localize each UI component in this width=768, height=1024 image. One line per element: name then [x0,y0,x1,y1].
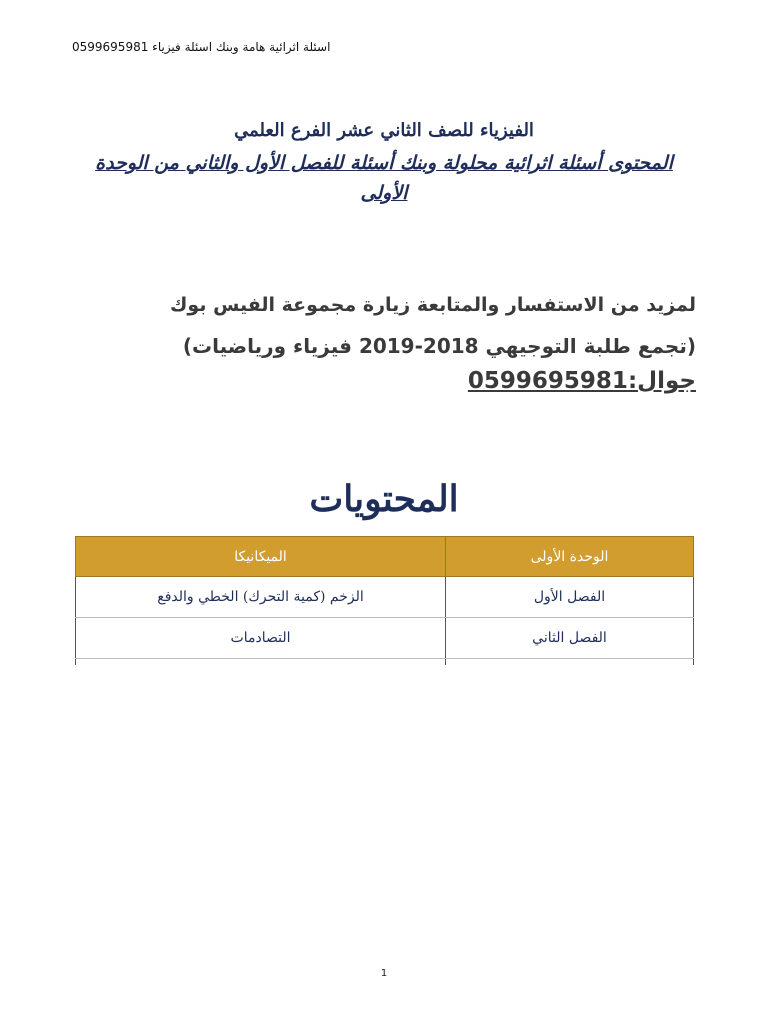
contents-table [75,536,694,665]
table-row [76,577,694,618]
page-header-text: اسئلة اثرائية هامة وبنك اسئلة فيزياء 0599695981 [72,40,331,54]
table-cell-empty [76,659,446,666]
contents-heading: المحتويات [309,478,459,520]
document-title: الفيزياء للصف الثاني عشر الفرع العلمي [234,120,534,141]
table-header-row [76,537,694,577]
contact-info-line: لمزيد من الاستفسار والمتابعة زيارة مجموعة الفيس بوك [170,294,696,316]
page-number: 1 [380,968,388,979]
document-subtitle: المحتوى أسئلة اثرائية محلولة وبنك أسئلة للفصل الأول والثاني من الوحدة الأولى [95,152,673,204]
table-header-topic: الميكانيكا [76,537,446,577]
table-row-continuation [76,659,694,666]
table-cell-topic: التصادمات [76,618,446,659]
table-cell-empty [446,659,694,666]
table-row [76,618,694,659]
table-cell-chapter: الفصل الثاني [446,618,694,659]
table-header-unit: الوحدة الأولى [446,537,694,577]
phone-number: جوال:0599695981 [467,368,696,394]
facebook-group-name: (تجمع طلبة التوجيهي 2018-2019 فيزياء ورياضيات) [182,334,696,358]
table-cell-chapter: الفصل الأول [446,577,694,618]
table-cell-topic: الزخم (كمية التحرك) الخطي والدفع [76,577,446,618]
